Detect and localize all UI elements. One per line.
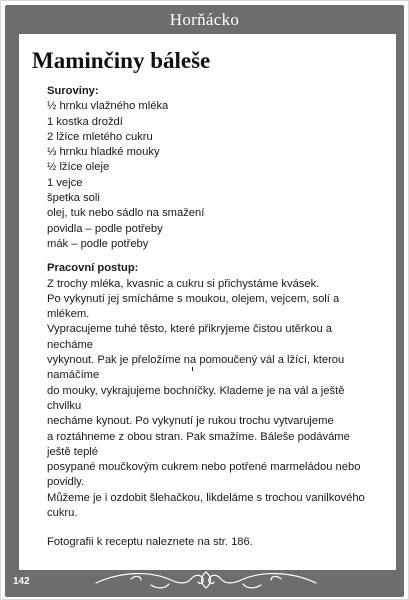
method-line: Můžeme je i ozdobit šlehačkou, likdeláme s trochou vanilkového bbox=[47, 491, 365, 504]
ingredient-item: ⅓ hrnku hladké mouky bbox=[47, 146, 160, 159]
ingredient-item: olej, tuk nebo sádlo na smažení bbox=[47, 207, 205, 220]
ingredient-item: mák – podle potřeby bbox=[47, 237, 149, 250]
ingredient-item: špetka soli bbox=[47, 192, 100, 205]
stray-mark bbox=[192, 367, 193, 371]
ingredient-item: povidla – podle potřeby bbox=[47, 222, 163, 235]
ingredient-item: ½ hrnku vlažného mléka bbox=[47, 100, 169, 113]
ingredients-heading: Suroviny: bbox=[47, 85, 99, 97]
method-line: Z trochy mléka, kvasnic a cukru si přichystáme kvásek. bbox=[47, 277, 320, 290]
ingredient-item: 1 vejce bbox=[47, 176, 83, 189]
method-line: Po vykynutí jej smícháme s moukou, olejem, vejcem, solí a mlékem. bbox=[47, 292, 340, 321]
method-line: Vypracujeme tuhé těsto, které přikryjeme čistou utěrkou a necháme bbox=[47, 323, 332, 351]
method-heading: Pracovní postup: bbox=[47, 262, 139, 275]
recipe-content bbox=[47, 84, 367, 551]
recipe-title: Maminčiny báleše bbox=[32, 48, 211, 73]
method-line: do mouky, vykrajujeme bochníčky. Klademe je na vál a ještě chvilku bbox=[47, 384, 345, 412]
page-number: 142 bbox=[13, 576, 30, 587]
method-line: posypané moučkovým cukrem nebo potřené marmeládou nebo povidly. bbox=[47, 461, 361, 489]
ingredient-item: 2 lžíce mletého cukru bbox=[47, 130, 153, 143]
ingredient-item: 1 kostka droždí bbox=[47, 115, 123, 128]
method-line: necháme kynout. Po vykynutí je rukou trochu vytvarujeme bbox=[47, 415, 334, 428]
photo-reference-note: Fotografii k receptu naleznete na str. 186. bbox=[47, 536, 253, 549]
method-line: cukru. bbox=[47, 507, 78, 520]
region-header: Horňácko bbox=[169, 10, 240, 29]
method-line: vykynout. Pak je přeložíme na pomoučený vál a lžící, kterou namáčíme bbox=[47, 354, 345, 382]
method-line: a roztáhneme z obou stran. Pak smažíme. Báleše podáváme ještě teplé bbox=[47, 430, 350, 458]
ingredient-item: ½ lžíce oleje bbox=[47, 161, 110, 174]
flourish-ornament-icon bbox=[91, 567, 321, 593]
